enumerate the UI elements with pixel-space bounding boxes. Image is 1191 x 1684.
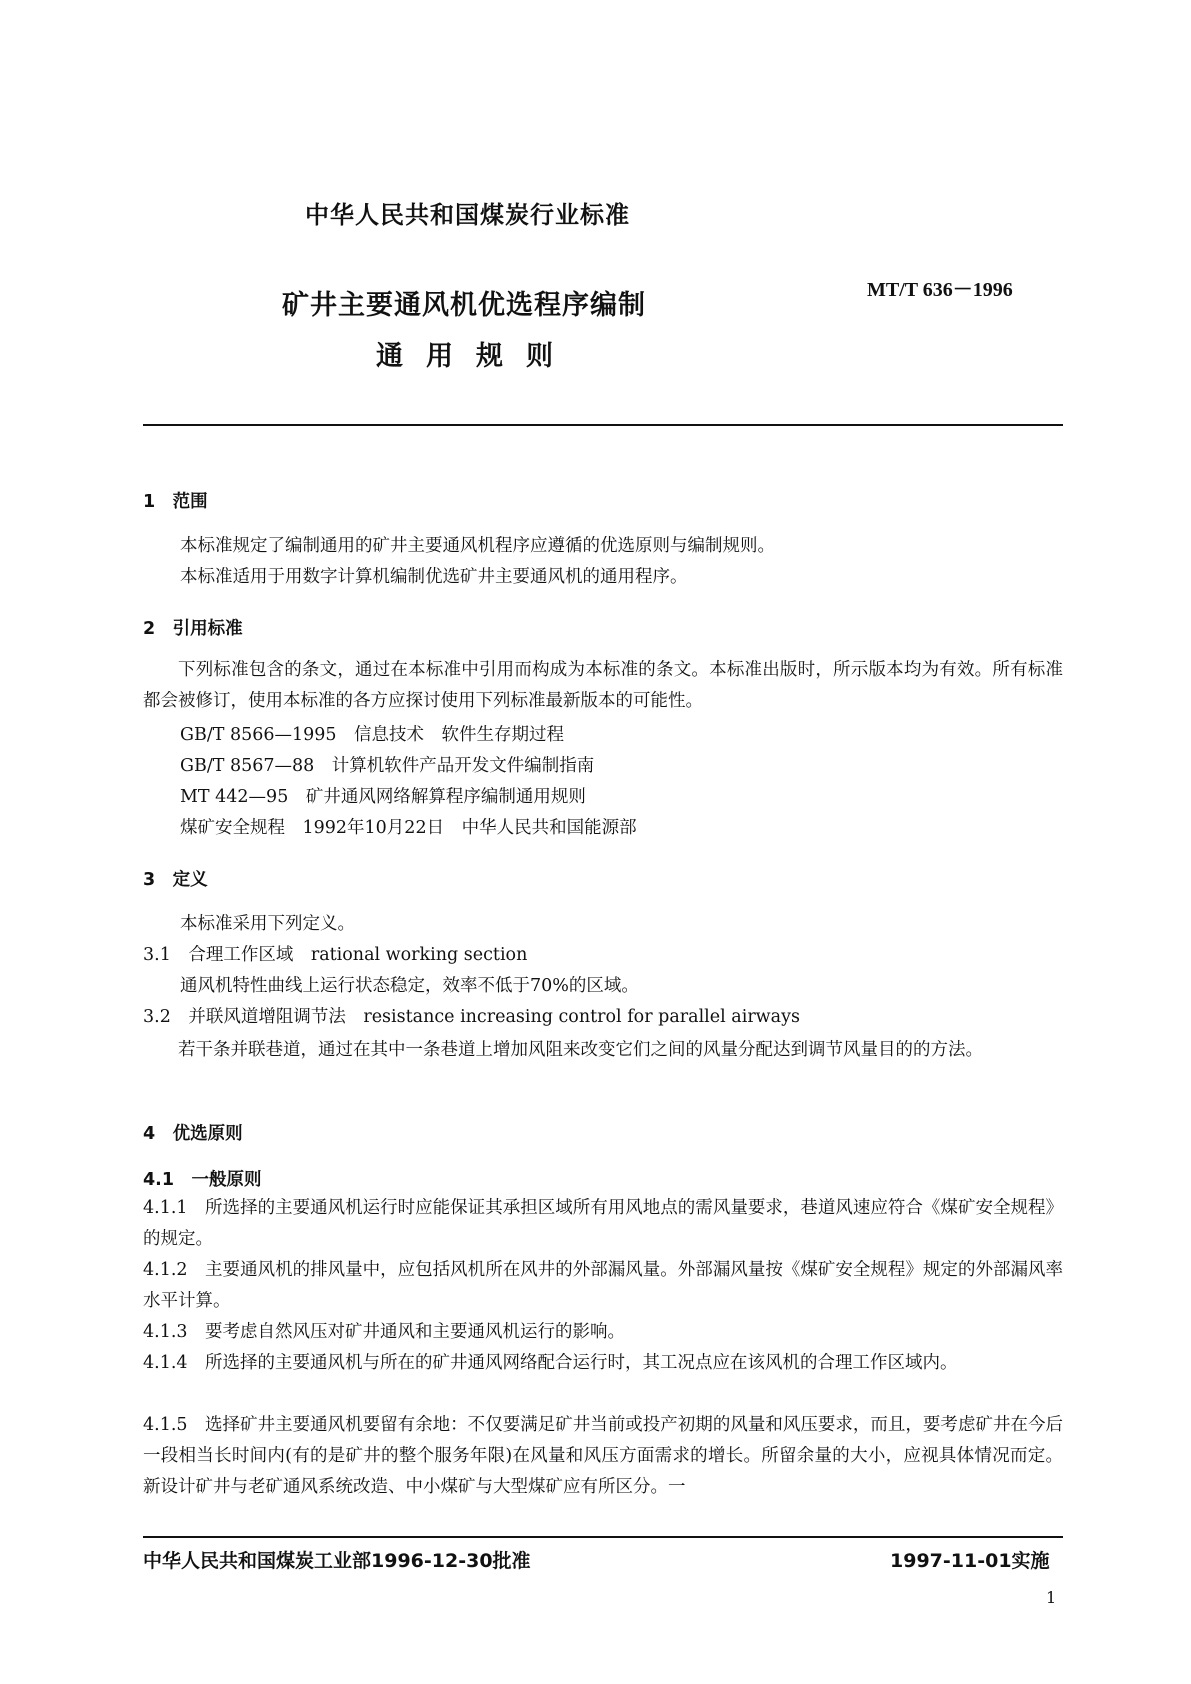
section-3-heading: 3 定义 — [143, 870, 208, 890]
document-title-line1: 矿井主要通风机优选程序编制 — [282, 290, 646, 321]
section-2-paragraph: 下列标准包含的条文，通过在本标准中引用而构成为本标准的条文。本标准出版时，所示版本均为有效。所有标准都会被修订，使用本标准的各方应探讨使用下列标准最新版本的可能性。 — [143, 660, 1063, 711]
reference-item: 煤矿安全规程 1992年10月22日 中华人民共和国能源部 — [180, 818, 637, 838]
section-1-heading: 1 范围 — [143, 492, 208, 512]
reference-item: GB/T 8566—1995 信息技术 软件生存期过程 — [180, 725, 565, 745]
section-1-paragraph-1: 本标准规定了编制通用的矿井主要通风机程序应遵循的优选原则与编制规则。 — [180, 536, 775, 556]
issuing-body-title: 中华人民共和国煤炭行业标准 — [305, 201, 630, 229]
reference-item: MT 442—95 矿井通风网络解算程序编制通用规则 — [180, 787, 586, 807]
clause-4-1-2: 4.1.2 主要通风机的排风量中，应包括风机所在风井的外部漏风量。外部漏风量按《煤矿安全规程》规定的外部漏风率水平计算。 — [143, 1260, 1063, 1311]
reference-item: GB/T 8567—88 计算机软件产品开发文件编制指南 — [180, 756, 595, 776]
approval-note: 中华人民共和国煤炭工业部1996-12-30批准 — [143, 1550, 531, 1572]
clause-4-1-3: 4.1.3 要考虑自然风压对矿井通风和主要通风机运行的影响。 — [143, 1322, 626, 1342]
term-3-1: 3.1 合理工作区域 rational working section — [143, 945, 528, 965]
document-title-line2: 通用规则 — [376, 341, 576, 372]
subsection-4-1-heading: 4.1 一般原则 — [143, 1170, 262, 1190]
section-1-paragraph-2: 本标准适用于用数字计算机编制优选矿井主要通风机的通用程序。 — [180, 567, 688, 587]
implementation-date: 1997-11-01实施 — [890, 1550, 1050, 1572]
clause-4-1-4: 4.1.4 所选择的主要通风机与所在的矿井通风网络配合运行时，其工况点应在该风机的合理工作区域内。 — [143, 1353, 958, 1373]
section-3-intro: 本标准采用下列定义。 — [180, 914, 355, 934]
term-3-2-definition: 若干条并联巷道，通过在其中一条巷道上增加风阻来改变它们之间的风量分配达到调节风量目的的方法。 — [178, 1040, 983, 1060]
header-divider — [143, 424, 1063, 426]
section-4-heading: 4 优选原则 — [143, 1124, 243, 1144]
section-2-heading: 2 引用标准 — [143, 619, 243, 639]
clause-4-1-1: 4.1.1 所选择的主要通风机运行时应能保证其承担区域所有用风地点的需风量要求，巷道风速应符合《煤矿安全规程》的规定。 — [143, 1198, 1063, 1249]
clause-4-1-5: 4.1.5 选择矿井主要通风机要留有余地：不仅要满足矿井当前或投产初期的风量和风压要求，而且，要考虑矿井在今后一段相当长时间内(有的是矿井的整个服务年限)在风量和风压方面需求的增长。所留余量的大小，应视具体情况而定。新设计矿井与老矿通风系统改造、中小煤矿与大型煤矿应有所区分。一 — [143, 1415, 1063, 1497]
term-3-1-definition: 通风机特性曲线上运行状态稳定，效率不低于70%的区域。 — [180, 976, 639, 996]
standard-code: MT/T 636－1996 — [867, 279, 1013, 301]
page-number: 1 — [1046, 1588, 1057, 1607]
term-3-2: 3.2 并联风道增阻调节法 resistance increasing control for parallel airways — [143, 1007, 800, 1027]
footer-divider — [143, 1536, 1063, 1538]
